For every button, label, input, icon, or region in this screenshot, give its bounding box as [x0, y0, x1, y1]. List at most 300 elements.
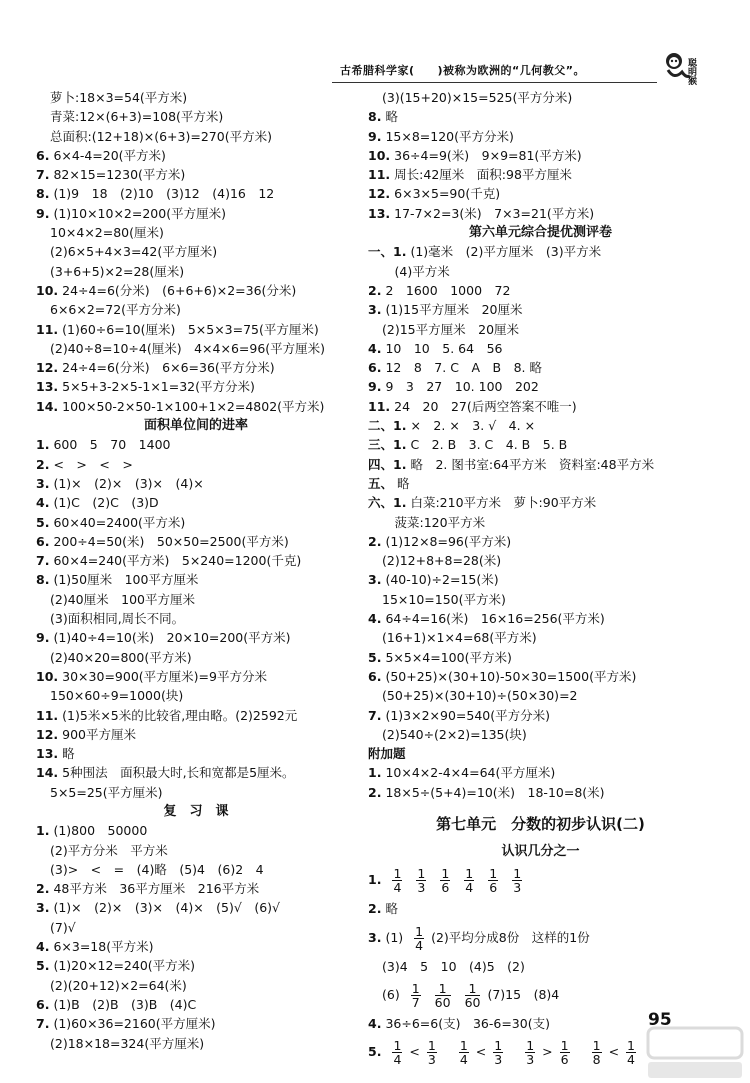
answer-line [36, 146, 356, 165]
answer-line [36, 377, 356, 396]
answer-line [36, 435, 356, 454]
answer-text: (1)C (2)C (3)D [53, 495, 159, 511]
answer-text: 600 5 70 1400 [53, 437, 171, 453]
answer-text: 青菜:12×(6+3)=108(平方米) [50, 109, 224, 125]
answer-line [36, 744, 356, 763]
fraction-denominator: 6 [560, 1052, 569, 1068]
fraction-denominator: 8 [592, 1052, 601, 1068]
question-number: 8. [368, 109, 382, 125]
answer-line [368, 590, 713, 609]
answer-text: (2)6×5+4×3=42(平方厘米) [50, 244, 218, 260]
answer-text: 略 [385, 901, 398, 917]
answer-text: 略 2. 图书室:64平方米 资料室:48平方米 [410, 456, 655, 472]
right-column [368, 88, 713, 1071]
question-number: 10. [368, 147, 391, 163]
question-number: 13. [368, 205, 391, 221]
question-number: 9. [36, 205, 50, 221]
fraction-denominator: 6 [441, 880, 450, 896]
fraction-numerator: 1 [494, 1038, 503, 1054]
answer-line [36, 281, 356, 300]
answer-text: (1)9 18 (2)10 (3)12 (4)16 12 [53, 186, 275, 202]
comparison-sign: < [409, 1044, 420, 1060]
fraction-numerator: 1 [459, 1038, 468, 1054]
answer-line [36, 242, 356, 261]
question-number: 附加题 [368, 746, 406, 762]
answer-line [368, 107, 713, 126]
answer-text: 15×10=150(平方米) [382, 591, 506, 607]
answer-text: 15×8=120(平方分米) [385, 128, 514, 144]
fraction-numerator: 1 [627, 1038, 635, 1054]
answer-line [36, 127, 356, 146]
answer-line [36, 648, 356, 667]
section-heading: 第六单元综合提优测评卷 [468, 225, 612, 241]
answer-line [36, 397, 356, 416]
question-number: 9. [368, 379, 382, 395]
answer-line [368, 435, 713, 454]
answer-text: 9 3 27 10. 100 202 [385, 379, 539, 395]
answer-line [36, 860, 356, 879]
answer-text: (40-10)÷2=15(米) [385, 572, 499, 588]
answer-line [36, 358, 356, 377]
answer-line [36, 184, 356, 203]
fraction [465, 982, 481, 1009]
answer-text: (1)50厘米 100平方厘米 [53, 572, 199, 588]
fraction-numerator: 1 [560, 1038, 569, 1054]
answer-line [368, 628, 713, 647]
fraction-denominator: 60 [464, 994, 481, 1010]
question-number: 13. [36, 746, 59, 762]
fraction [392, 1039, 402, 1066]
answer-line [36, 725, 356, 744]
fraction [435, 982, 451, 1009]
answer-text: 略 [397, 475, 410, 491]
question-number: 2. [368, 282, 382, 298]
fraction-denominator: 3 [494, 1052, 503, 1068]
answer-line [36, 995, 356, 1014]
answer-text: 6×4-4=20(平方米) [53, 147, 166, 163]
answer-text: 12 8 7. C A B 8. 略 [385, 360, 542, 376]
answer-line [36, 609, 356, 628]
unit-seven-q3-line2: (3)4 5 10 (4)5 (2) [382, 958, 525, 974]
question-number: 3. [368, 929, 382, 945]
answer-line [36, 879, 356, 898]
answer-text: (16+1)×1×4=68(平方米) [382, 630, 537, 646]
header-rule [332, 82, 657, 83]
fraction-denominator: 3 [513, 880, 522, 896]
answer-text: × 2. × 3. √ 4. × [410, 418, 536, 434]
answer-text: (2)40×20=800(平方米) [50, 649, 192, 665]
question-number: 12. [368, 186, 391, 202]
answer-text: 总面积:(12+18)×(6+3)=270(平方米) [50, 128, 272, 144]
answer-text: 萝卜:18×3=54(平方米) [50, 90, 188, 105]
question-number: 六、1. [368, 495, 407, 511]
answer-text: 60×40=2400(平方米) [53, 514, 186, 530]
answer-text: 64÷4=16(米) 16×16=256(平方米) [385, 611, 605, 627]
header-trivia: 古希腊科学家( )被称为欧洲的“几何教父”。 [340, 64, 586, 77]
answer-line [368, 146, 713, 165]
fraction-numerator: 1 [441, 866, 450, 882]
answer-text: 2 1600 1000 72 [385, 282, 511, 298]
answer-line [36, 88, 356, 107]
fraction [392, 867, 402, 894]
fraction [512, 867, 522, 894]
answer-line [36, 686, 356, 705]
answer-line [36, 474, 356, 493]
answer-text: 略 [62, 746, 75, 762]
fraction [488, 867, 498, 894]
mascot-label: 聪明猴 [686, 58, 696, 85]
answer-text: (1)40÷4=10(米) 20×10=200(平方米) [53, 630, 291, 646]
answer-text: (2)40厘米 100平方厘米 [50, 591, 195, 607]
answer-line [368, 358, 713, 377]
answer-line [36, 165, 356, 184]
question-number: 1. [36, 823, 50, 839]
answer-line [368, 783, 713, 802]
fraction-numerator: 1 [393, 1038, 402, 1054]
answer-line [368, 725, 713, 744]
right-column-answers [368, 88, 713, 802]
answer-text: (3+6+5)×2=28(厘米) [50, 263, 185, 279]
answer-text: 30×30=900(平方厘米)=9平方分米 [62, 668, 267, 684]
answer-line [368, 609, 713, 628]
answer-line [368, 262, 713, 281]
answer-line [36, 821, 356, 840]
answer-text: 6×6×2=72(平方分米) [50, 302, 181, 318]
question-number: 6. [368, 360, 382, 376]
answer-line [36, 320, 356, 339]
answer-line [368, 686, 713, 705]
question-number: 3. [368, 302, 382, 318]
answer-text: 150×60÷9=1000(块) [50, 688, 184, 704]
answer-line [368, 204, 713, 223]
question-number: 9. [36, 630, 50, 646]
comparison-sign: < [475, 1044, 487, 1060]
answer-line [36, 1034, 356, 1053]
answer-text: 略 [385, 109, 398, 125]
answer-line [36, 570, 356, 589]
answer-text: (50+25)×(30+10)÷(50×30)=2 [382, 688, 578, 704]
answer-line [36, 706, 356, 725]
question-number: 8. [36, 186, 50, 202]
answer-text: (1)10×10×2=200(平方厘米) [53, 205, 226, 221]
answer-text: 10×4×2-4×4=64(平方厘米) [385, 765, 556, 781]
answer-text: (1)5米×5米的比较省,理由略。(2)2592元 [62, 707, 298, 723]
question-number: 10. [36, 282, 59, 298]
answer-line [36, 300, 356, 319]
answer-line [36, 841, 356, 860]
answer-text: 24÷4=6(分米) (6+6+6)×2=36(分米) [62, 282, 297, 298]
fraction-denominator: 6 [489, 880, 498, 896]
answer-text: (3)> < = (4)略 (5)4 (6)2 4 [50, 861, 264, 877]
answer-line [368, 165, 713, 184]
question-number: 11. [368, 398, 391, 414]
question-number: 四、1. [368, 456, 407, 472]
answer-text: (1)毫米 (2)平方厘米 (3)平方米 [410, 244, 602, 260]
answer-line [368, 88, 713, 107]
question-number: 6. [36, 533, 50, 549]
unit-seven-q3-line3 [368, 976, 713, 1014]
answer-line [368, 474, 713, 493]
answer-line [368, 744, 713, 763]
answer-line [36, 956, 356, 975]
answer-text: 200÷4=50(米) 50×50=2500(平方米) [53, 533, 289, 549]
answer-text: 36÷4=9(米) 9×9=81(平方米) [394, 147, 582, 163]
answer-line [368, 281, 713, 300]
answer-text: (6) [382, 986, 400, 1002]
unit-seven-q1 [368, 861, 713, 899]
answer-line [368, 513, 713, 532]
fraction-numerator: 1 [526, 1038, 535, 1054]
answer-text: 10×4×2=80(厘米) [50, 225, 164, 241]
answer-text: (7)15 (8)4 [487, 986, 560, 1002]
fraction-numerator: 1 [592, 1038, 601, 1054]
question-number: 7. [36, 1016, 50, 1032]
answer-line [368, 339, 713, 358]
answer-text: (2)(20+12)×2=64(米) [50, 977, 187, 993]
fraction-denominator: 4 [393, 880, 402, 896]
answer-line [36, 107, 356, 126]
answer-line [36, 455, 356, 474]
answer-text: (1)× (2)× (3)× (4)× (5)√ (6)√ [53, 900, 281, 916]
question-number: 5. [368, 1044, 382, 1060]
answer-text: (50+25)×(30+10)-50×30=1500(平方米) [385, 668, 637, 684]
fraction-numerator: 1 [417, 866, 426, 882]
answer-line [368, 300, 713, 319]
answer-text: 周长:42厘米 面积:98平方厘米 [394, 167, 572, 183]
answer-line [368, 493, 713, 512]
question-number: 5. [36, 958, 50, 974]
answer-text: 白菜:210平方米 萝卜:90平方米 [410, 495, 597, 511]
fraction-numerator: 1 [411, 980, 420, 996]
question-number: 4. [368, 1015, 382, 1031]
answer-text: 10 10 5. 64 56 [385, 340, 503, 356]
answer-line [36, 763, 356, 782]
question-number: 3. [368, 572, 382, 588]
answer-line [36, 513, 356, 532]
answer-line [368, 320, 713, 339]
answer-line [36, 937, 356, 956]
answer-text: 6×3=18(平方米) [53, 939, 154, 955]
question-number: 5. [368, 649, 382, 665]
answer-text: (1)800 50000 [53, 823, 148, 839]
answer-text: 24÷4=6(分米) 6×6=36(平方分米) [62, 360, 275, 376]
question-number: 五、 [368, 475, 394, 491]
answer-line [36, 628, 356, 647]
question-number: 二、1. [368, 418, 407, 434]
question-number: 1. [36, 437, 50, 453]
fraction [560, 1039, 570, 1066]
question-number: 12. [36, 360, 59, 376]
question-number: 3. [36, 900, 50, 916]
section-heading: 复 习 课 [163, 803, 229, 819]
answer-line [36, 493, 356, 512]
answer-line [36, 976, 356, 995]
answer-text: 24 20 27(后两空答案不唯一) [394, 398, 577, 414]
question-number: 6. [36, 147, 50, 163]
answer-text: 100×50-2×50-1×100+1×2=4802(平方米) [62, 398, 325, 414]
answer-line [368, 184, 713, 203]
answer-text: (2)平方分米 平方米 [50, 842, 168, 858]
answer-line [36, 590, 356, 609]
answer-line [368, 377, 713, 396]
answer-text: 5种围法 面积最大时,长和宽都是5厘米。 [62, 765, 295, 781]
answer-text: 18×5÷(5+4)=10(米) 18-10=8(米) [385, 784, 605, 800]
fraction-denominator: 3 [427, 1052, 436, 1068]
answer-text: (2)12+8+8=28(米) [382, 553, 502, 569]
fraction [493, 1039, 503, 1066]
unit-seven-q2 [368, 899, 713, 918]
comparison-sign: > [542, 1044, 553, 1060]
left-column [36, 88, 356, 1053]
fraction [440, 867, 450, 894]
answer-line [36, 918, 356, 937]
answer-text: 6×3×5=90(千克) [394, 186, 501, 202]
answer-line [368, 706, 713, 725]
answer-line [36, 898, 356, 917]
answer-text: (1)B (2)B (3)B (4)C [53, 996, 197, 1012]
fraction [414, 925, 424, 952]
fraction-denominator: 7 [411, 994, 420, 1010]
question-number: 10. [36, 668, 59, 684]
fraction-numerator: 1 [393, 866, 402, 882]
question-number: 7. [36, 553, 50, 569]
unit-seven-title: 第七单元 分数的初步认识(二) [436, 814, 645, 833]
answer-line [36, 339, 356, 358]
answer-line [36, 204, 356, 223]
answer-text: (1)60×36=2160(平方厘米) [53, 1016, 216, 1032]
answer-text: 菠菜:120平方米 [382, 514, 486, 530]
comparison-sign: < [608, 1044, 620, 1060]
answer-text: 5×5=25(平方厘米) [50, 784, 163, 800]
question-number: 4. [36, 495, 50, 511]
answer-line [368, 397, 713, 416]
question-number: 6. [36, 996, 50, 1012]
fraction [525, 1039, 535, 1066]
question-number: 2. [368, 533, 382, 549]
question-number: 7. [36, 167, 50, 183]
fraction-denominator: 4 [465, 880, 474, 896]
answer-text: (4)平方米 [382, 263, 450, 279]
section-heading: 面积单位间的进率 [143, 418, 248, 434]
answer-line [36, 783, 356, 802]
answer-line [368, 551, 713, 570]
fraction [464, 867, 474, 894]
answer-text: 82×15=1230(平方米) [53, 167, 186, 183]
question-number: 11. [36, 321, 59, 337]
fraction-numerator: 1 [415, 923, 424, 939]
answer-text: 48平方米 36平方厘米 216平方米 [53, 881, 260, 897]
answer-text: (1)12×8=96(平方米) [385, 533, 512, 549]
question-number: 4. [368, 340, 382, 356]
question-number: 1. [368, 872, 382, 888]
answer-line [368, 648, 713, 667]
question-number: 2. [36, 881, 50, 897]
fraction-denominator: 60 [434, 994, 451, 1010]
question-number: 2. [368, 784, 382, 800]
fraction-denominator: 3 [417, 880, 426, 896]
question-number: 9. [368, 128, 382, 144]
question-number: 11. [368, 167, 391, 183]
answer-line [368, 532, 713, 551]
answer-text: (2)40÷8=10÷4(厘米) 4×4×6=96(平方厘米) [50, 340, 326, 356]
question-number: 14. [36, 398, 59, 414]
answer-line [36, 223, 356, 242]
question-number: 4. [36, 939, 50, 955]
page-number: 95 [648, 1010, 672, 1030]
answer-text: (2)540÷(2×2)=135(块) [382, 726, 527, 742]
question-number: 一、1. [368, 244, 407, 260]
answer-text: 5×5+3-2×5-1×1=32(平方分米) [62, 379, 255, 395]
question-number: 4. [368, 611, 382, 627]
answer-text: 900平方厘米 [62, 726, 137, 742]
fraction [626, 1039, 636, 1066]
fraction-denominator: 3 [526, 1052, 535, 1068]
answer-text: (1)15平方厘米 20厘米 [385, 302, 523, 318]
answer-line [368, 416, 713, 435]
question-number: 7. [368, 707, 382, 723]
answer-text: (1)20×12=240(平方米) [53, 958, 196, 974]
answer-line [368, 127, 713, 146]
unit-seven-q3-line1 [368, 919, 713, 957]
answer-line [368, 763, 713, 782]
answer-text: (2)15平方厘米 20厘米 [382, 321, 520, 337]
answer-text: 60×4=240(平方米) 5×240=1200(千克) [53, 553, 302, 569]
answer-text: (1) [385, 929, 404, 945]
answer-line [368, 242, 713, 261]
question-number: 14. [36, 765, 59, 781]
answer-line [368, 667, 713, 686]
answer-text: (7)√ [50, 919, 76, 935]
answer-text: C 2. B 3. C 4. B 5. B [410, 437, 568, 453]
answer-text: 17-7×2=3(米) 7×3=21(平方米) [394, 205, 595, 221]
fraction-numerator: 1 [465, 866, 474, 882]
question-number: 三、1. [368, 437, 407, 453]
fraction-numerator: 1 [489, 866, 498, 882]
question-number: 2. [36, 456, 50, 472]
question-number: 8. [36, 572, 50, 588]
fraction-denominator: 4 [459, 1052, 468, 1068]
fraction [416, 867, 426, 894]
fraction [427, 1039, 437, 1066]
question-number: 3. [36, 475, 50, 491]
fraction-numerator: 1 [427, 1038, 436, 1054]
fraction [592, 1039, 602, 1066]
fraction-denominator: 4 [415, 937, 424, 953]
fraction-numerator: 1 [465, 982, 481, 996]
answer-line [368, 455, 713, 474]
question-number: 13. [36, 379, 59, 395]
fraction-denominator: 4 [627, 1052, 635, 1068]
question-number: 12. [36, 726, 59, 742]
answer-text: (3)(15+20)×15=525(平方分米) [382, 90, 573, 105]
answer-text: < > < > [53, 456, 133, 472]
question-number: 2. [368, 901, 382, 917]
question-number: 11. [36, 707, 59, 723]
unit-seven-subtitle: 认识几分之一 [501, 843, 580, 859]
question-number: 1. [368, 765, 382, 781]
answer-text: 5×5×4=100(平方米) [385, 649, 512, 665]
answer-text: (2)18×18=324(平方厘米) [50, 1035, 205, 1051]
answer-line [368, 570, 713, 589]
question-number: 6. [368, 668, 382, 684]
fraction-numerator: 1 [513, 866, 522, 882]
answer-line [36, 551, 356, 570]
question-number: 5. [36, 514, 50, 530]
answer-text: (1)3×2×90=540(平方分米) [385, 707, 551, 723]
answer-text: (1)× (2)× (3)× (4)× [53, 475, 204, 491]
answer-line [36, 532, 356, 551]
answer-line [36, 1014, 356, 1033]
